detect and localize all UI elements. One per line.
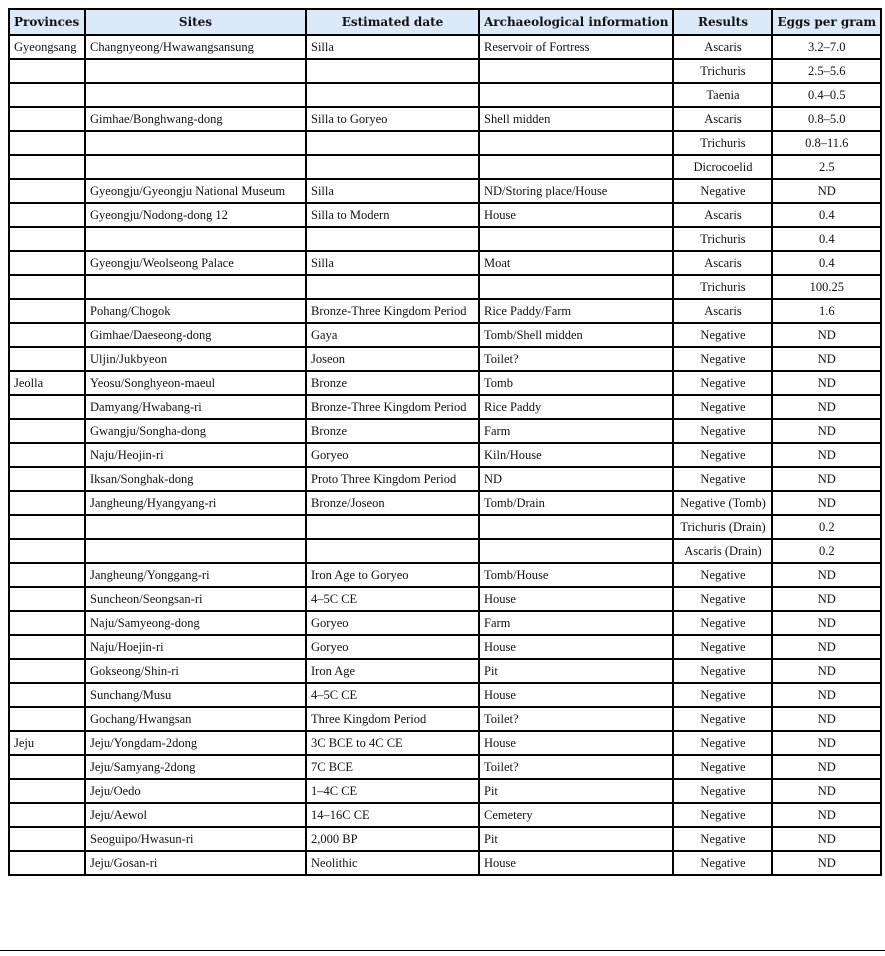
table-row: [9, 635, 881, 659]
cell-site: Gokseong/Shin-ri: [85, 659, 306, 683]
cell-archaeological-information: House: [479, 731, 673, 755]
table-row: [9, 803, 881, 827]
cell-archaeological-information: [479, 539, 673, 563]
cell-site: Gochang/Hwangsan: [85, 707, 306, 731]
cell-estimated-date: [306, 515, 479, 539]
table-row: [9, 683, 881, 707]
cell-eggs-per-gram: ND: [772, 443, 881, 467]
table-row: [9, 515, 881, 539]
table-row: [9, 323, 881, 347]
cell-archaeological-information: Pit: [479, 827, 673, 851]
cell-eggs-per-gram: 0.2: [772, 539, 881, 563]
cell-site: Gimhae/Daeseong-dong: [85, 323, 306, 347]
cell-site: Jeju/Gosan-ri: [85, 851, 306, 875]
cell-eggs-per-gram: ND: [772, 827, 881, 851]
cell-estimated-date: Iron Age: [306, 659, 479, 683]
cell-estimated-date: [306, 275, 479, 299]
cell-eggs-per-gram: 2.5: [772, 155, 881, 179]
cell-result: Ascaris: [673, 35, 772, 59]
cell-archaeological-information: Kiln/House: [479, 443, 673, 467]
cell-province: [9, 635, 85, 659]
cell-archaeological-information: House: [479, 587, 673, 611]
cell-archaeological-information: House: [479, 203, 673, 227]
table-row: [9, 779, 881, 803]
cell-result: Ascaris (Drain): [673, 539, 772, 563]
cell-province: [9, 827, 85, 851]
cell-archaeological-information: Moat: [479, 251, 673, 275]
cell-result: Negative: [673, 395, 772, 419]
cell-site: [85, 227, 306, 251]
table-row: [9, 467, 881, 491]
cell-eggs-per-gram: ND: [772, 659, 881, 683]
cell-archaeological-information: [479, 275, 673, 299]
cell-province: [9, 539, 85, 563]
table-row: [9, 587, 881, 611]
cell-estimated-date: [306, 227, 479, 251]
cell-site: Pohang/Chogok: [85, 299, 306, 323]
cell-site: Changnyeong/Hwawangsansung: [85, 35, 306, 59]
cell-site: Damyang/Hwabang-ri: [85, 395, 306, 419]
cell-result: Negative (Tomb): [673, 491, 772, 515]
cell-site: Jangheung/Yonggang-ri: [85, 563, 306, 587]
table-row: [9, 251, 881, 275]
cell-province: [9, 803, 85, 827]
table-header: [9, 9, 881, 35]
cell-eggs-per-gram: 2.5–5.6: [772, 59, 881, 83]
cell-estimated-date: Goryeo: [306, 611, 479, 635]
cell-result: Negative: [673, 803, 772, 827]
cell-eggs-per-gram: ND: [772, 395, 881, 419]
cell-province: [9, 779, 85, 803]
cell-estimated-date: Silla: [306, 179, 479, 203]
cell-archaeological-information: [479, 155, 673, 179]
cell-province: [9, 491, 85, 515]
header-sites: Sites: [85, 9, 306, 35]
table-row: [9, 299, 881, 323]
cell-site: Jeju/Samyang-2dong: [85, 755, 306, 779]
cell-eggs-per-gram: 0.4: [772, 203, 881, 227]
cell-eggs-per-gram: 0.4–0.5: [772, 83, 881, 107]
cell-province: Gyeongsang: [9, 35, 85, 59]
cell-site: Jeju/Oedo: [85, 779, 306, 803]
cell-estimated-date: 14–16C CE: [306, 803, 479, 827]
cell-archaeological-information: Toilet?: [479, 755, 673, 779]
cell-result: Negative: [673, 323, 772, 347]
cell-archaeological-information: Farm: [479, 611, 673, 635]
cell-archaeological-information: House: [479, 683, 673, 707]
cell-archaeological-information: [479, 227, 673, 251]
cell-eggs-per-gram: 100.25: [772, 275, 881, 299]
cell-result: Negative: [673, 731, 772, 755]
cell-result: Negative: [673, 347, 772, 371]
cell-estimated-date: 2,000 BP: [306, 827, 479, 851]
cell-archaeological-information: Toilet?: [479, 707, 673, 731]
cell-province: [9, 755, 85, 779]
cell-result: Negative: [673, 683, 772, 707]
cell-result: Trichuris (Drain): [673, 515, 772, 539]
cell-result: Taenia: [673, 83, 772, 107]
cell-estimated-date: Iron Age to Goryeo: [306, 563, 479, 587]
cell-result: Negative: [673, 659, 772, 683]
cell-archaeological-information: Tomb/Shell midden: [479, 323, 673, 347]
cell-estimated-date: 4–5C CE: [306, 683, 479, 707]
cell-site: Yeosu/Songhyeon-maeul: [85, 371, 306, 395]
cell-eggs-per-gram: 1.6: [772, 299, 881, 323]
cell-province: [9, 851, 85, 875]
cell-estimated-date: [306, 59, 479, 83]
cell-eggs-per-gram: ND: [772, 587, 881, 611]
cell-eggs-per-gram: ND: [772, 779, 881, 803]
cell-estimated-date: Bronze: [306, 371, 479, 395]
cell-province: [9, 419, 85, 443]
table-row: [9, 611, 881, 635]
cell-site: Gyeongju/Weolseong Palace: [85, 251, 306, 275]
cell-site: [85, 59, 306, 83]
header-row: [9, 9, 881, 35]
cell-result: Ascaris: [673, 251, 772, 275]
cell-archaeological-information: [479, 83, 673, 107]
cell-estimated-date: Bronze: [306, 419, 479, 443]
cell-estimated-date: 7C BCE: [306, 755, 479, 779]
cell-province: [9, 299, 85, 323]
cell-result: Negative: [673, 179, 772, 203]
cell-estimated-date: Silla to Goryeo: [306, 107, 479, 131]
table-row: [9, 827, 881, 851]
cell-site: [85, 155, 306, 179]
table-row: [9, 131, 881, 155]
cell-eggs-per-gram: ND: [772, 323, 881, 347]
cell-estimated-date: [306, 155, 479, 179]
cell-archaeological-information: ND: [479, 467, 673, 491]
header-estimated-date: Estimated date: [306, 9, 479, 35]
header-archaeological-information: Archaeological information: [479, 9, 673, 35]
cell-site: Gyeongju/Gyeongju National Museum: [85, 179, 306, 203]
cell-province: [9, 107, 85, 131]
cell-estimated-date: Three Kingdom Period: [306, 707, 479, 731]
cell-archaeological-information: [479, 515, 673, 539]
cell-site: [85, 83, 306, 107]
table-body: [9, 35, 881, 875]
cell-result: Negative: [673, 707, 772, 731]
cell-eggs-per-gram: ND: [772, 731, 881, 755]
cell-estimated-date: Silla: [306, 35, 479, 59]
cell-estimated-date: Bronze-Three Kingdom Period: [306, 395, 479, 419]
table-row: [9, 731, 881, 755]
table-row: [9, 659, 881, 683]
table-row: [9, 35, 881, 59]
cell-site: Gwangju/Songha-dong: [85, 419, 306, 443]
cell-eggs-per-gram: ND: [772, 347, 881, 371]
cell-province: [9, 155, 85, 179]
cell-site: Jangheung/Hyangyang-ri: [85, 491, 306, 515]
cell-result: Dicrocoelid: [673, 155, 772, 179]
cell-estimated-date: Silla: [306, 251, 479, 275]
cell-estimated-date: [306, 539, 479, 563]
cell-estimated-date: [306, 131, 479, 155]
cell-estimated-date: Silla to Modern: [306, 203, 479, 227]
cell-province: [9, 395, 85, 419]
table-row: [9, 563, 881, 587]
cell-province: [9, 227, 85, 251]
cell-archaeological-information: Rice Paddy: [479, 395, 673, 419]
parasite-results-table: [8, 8, 882, 876]
table-row: [9, 179, 881, 203]
cell-province: [9, 683, 85, 707]
cell-eggs-per-gram: ND: [772, 755, 881, 779]
cell-estimated-date: 1–4C CE: [306, 779, 479, 803]
cell-result: Ascaris: [673, 107, 772, 131]
table-row: [9, 539, 881, 563]
cell-eggs-per-gram: 3.2–7.0: [772, 35, 881, 59]
cell-province: Jeolla: [9, 371, 85, 395]
cell-eggs-per-gram: ND: [772, 419, 881, 443]
cell-site: Gyeongju/Nodong-dong 12: [85, 203, 306, 227]
table-row: [9, 395, 881, 419]
cell-eggs-per-gram: ND: [772, 179, 881, 203]
table-row: [9, 347, 881, 371]
cell-archaeological-information: Tomb/House: [479, 563, 673, 587]
header-eggs-per-gram: Eggs per gram: [772, 9, 881, 35]
cell-eggs-per-gram: ND: [772, 803, 881, 827]
cell-eggs-per-gram: 0.4: [772, 251, 881, 275]
cell-site: Gimhae/Bonghwang-dong: [85, 107, 306, 131]
cell-site: Iksan/Songhak-dong: [85, 467, 306, 491]
table-row: [9, 275, 881, 299]
cell-eggs-per-gram: ND: [772, 851, 881, 875]
parasite-results-table-container: [8, 8, 882, 876]
cell-eggs-per-gram: ND: [772, 563, 881, 587]
cell-estimated-date: Goryeo: [306, 443, 479, 467]
table-row: [9, 107, 881, 131]
cell-result: Ascaris: [673, 203, 772, 227]
cell-result: Negative: [673, 563, 772, 587]
cell-archaeological-information: Shell midden: [479, 107, 673, 131]
table-row: [9, 203, 881, 227]
cell-eggs-per-gram: ND: [772, 635, 881, 659]
cell-province: [9, 59, 85, 83]
cell-archaeological-information: Pit: [479, 659, 673, 683]
table-row: [9, 59, 881, 83]
cell-result: Negative: [673, 371, 772, 395]
cell-archaeological-information: Pit: [479, 779, 673, 803]
cell-eggs-per-gram: ND: [772, 611, 881, 635]
cell-archaeological-information: Tomb/Drain: [479, 491, 673, 515]
cell-site: Suncheon/Seongsan-ri: [85, 587, 306, 611]
cell-archaeological-information: House: [479, 635, 673, 659]
table-row: [9, 443, 881, 467]
cell-province: [9, 443, 85, 467]
cell-eggs-per-gram: ND: [772, 371, 881, 395]
cell-estimated-date: Goryeo: [306, 635, 479, 659]
cell-estimated-date: Bronze-Three Kingdom Period: [306, 299, 479, 323]
cell-estimated-date: Gaya: [306, 323, 479, 347]
cell-site: [85, 515, 306, 539]
cell-province: [9, 587, 85, 611]
cell-eggs-per-gram: ND: [772, 491, 881, 515]
cell-site: Naju/Heojin-ri: [85, 443, 306, 467]
table-row: [9, 83, 881, 107]
cell-site: Uljin/Jukbyeon: [85, 347, 306, 371]
cell-result: Negative: [673, 443, 772, 467]
cell-archaeological-information: Rice Paddy/Farm: [479, 299, 673, 323]
cell-estimated-date: Joseon: [306, 347, 479, 371]
cell-province: [9, 203, 85, 227]
cell-result: Trichuris: [673, 59, 772, 83]
cell-province: [9, 707, 85, 731]
cell-result: Negative: [673, 611, 772, 635]
table-row: [9, 227, 881, 251]
table-row: [9, 491, 881, 515]
cell-site: [85, 539, 306, 563]
cell-eggs-per-gram: ND: [772, 707, 881, 731]
cell-province: [9, 347, 85, 371]
cell-estimated-date: 3C BCE to 4C CE: [306, 731, 479, 755]
cell-site: Naju/Samyeong-dong: [85, 611, 306, 635]
cell-site: Naju/Hoejin-ri: [85, 635, 306, 659]
header-results: Results: [673, 9, 772, 35]
cell-result: Trichuris: [673, 227, 772, 251]
cell-province: [9, 611, 85, 635]
cell-archaeological-information: Toilet?: [479, 347, 673, 371]
cell-result: Negative: [673, 851, 772, 875]
cell-province: [9, 83, 85, 107]
cell-site: Seoguipo/Hwasun-ri: [85, 827, 306, 851]
cell-province: [9, 131, 85, 155]
cell-archaeological-information: Farm: [479, 419, 673, 443]
cell-result: Negative: [673, 779, 772, 803]
cell-eggs-per-gram: 0.4: [772, 227, 881, 251]
cell-result: Negative: [673, 755, 772, 779]
cell-archaeological-information: House: [479, 851, 673, 875]
cell-site: Jeju/Yongdam-2dong: [85, 731, 306, 755]
cell-eggs-per-gram: ND: [772, 683, 881, 707]
cell-archaeological-information: [479, 131, 673, 155]
cell-province: [9, 251, 85, 275]
cell-site: [85, 275, 306, 299]
table-row: [9, 755, 881, 779]
cell-result: Trichuris: [673, 275, 772, 299]
cell-eggs-per-gram: 0.2: [772, 515, 881, 539]
cell-archaeological-information: Tomb: [479, 371, 673, 395]
cell-result: Negative: [673, 587, 772, 611]
cell-result: Trichuris: [673, 131, 772, 155]
cell-result: Negative: [673, 419, 772, 443]
cell-estimated-date: 4–5C CE: [306, 587, 479, 611]
cell-province: [9, 323, 85, 347]
cell-province: [9, 179, 85, 203]
header-provinces: Provinces: [9, 9, 85, 35]
cell-eggs-per-gram: ND: [772, 467, 881, 491]
cell-result: Ascaris: [673, 299, 772, 323]
cell-province: Jeju: [9, 731, 85, 755]
cell-province: [9, 563, 85, 587]
cell-province: [9, 659, 85, 683]
cell-estimated-date: [306, 83, 479, 107]
cell-estimated-date: Proto Three Kingdom Period: [306, 467, 479, 491]
cell-estimated-date: Neolithic: [306, 851, 479, 875]
table-row: [9, 851, 881, 875]
cell-eggs-per-gram: 0.8–5.0: [772, 107, 881, 131]
table-row: [9, 419, 881, 443]
cell-site: Sunchang/Musu: [85, 683, 306, 707]
cell-site: [85, 131, 306, 155]
table-row: [9, 371, 881, 395]
cell-estimated-date: Bronze/Joseon: [306, 491, 479, 515]
table-row: [9, 155, 881, 179]
cell-archaeological-information: Reservoir of Fortress: [479, 35, 673, 59]
cell-result: Negative: [673, 827, 772, 851]
cell-site: Jeju/Aewol: [85, 803, 306, 827]
cell-archaeological-information: Cemetery: [479, 803, 673, 827]
cell-eggs-per-gram: 0.8–11.6: [772, 131, 881, 155]
cell-province: [9, 275, 85, 299]
bottom-rule-divider: [0, 950, 885, 951]
cell-archaeological-information: [479, 59, 673, 83]
cell-result: Negative: [673, 467, 772, 491]
cell-result: Negative: [673, 635, 772, 659]
table-row: [9, 707, 881, 731]
cell-province: [9, 467, 85, 491]
cell-province: [9, 515, 85, 539]
cell-archaeological-information: ND/Storing place/House: [479, 179, 673, 203]
